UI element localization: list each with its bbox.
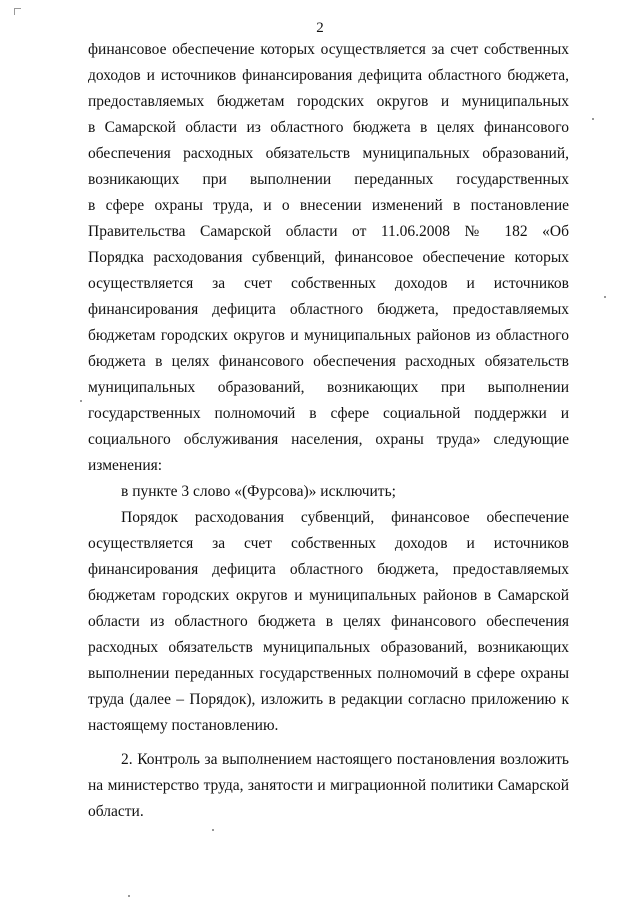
scan-speck [592,118,594,120]
text-line: предоставляемых бюджетам городских округов и муниципальных [88,93,569,110]
text-line: Порядок расходования субвенций, финансовое обеспечение [121,509,569,526]
text-line: возникающих при выполнении переданных государственных [88,171,569,188]
text-line: Порядка расходования субвенций, финансовое обеспечение которых [88,249,569,266]
text-line: в Самарской области из областного бюджета в целях финансового [88,119,569,136]
text-line: финансирования дефицита областного бюджета, предоставляемых [88,301,569,318]
scan-speck [80,400,82,402]
text-line: в пункте 3 слово «(Фурсова)» исключить; [121,483,396,500]
text-line: муниципальных образований, возникающих при выполнении [88,379,569,396]
text-line: 2. Контроль за выполнением настоящего постановления возложить [121,751,569,768]
text-line: бюджетам городских округов и муниципальных районов из областного [88,327,569,344]
text-line: социального обслуживания населения, охраны труда» следующие [88,431,569,448]
scan-speck [212,829,214,831]
text-line: бюджетам городских округов и муниципальных районов в Самарской [88,587,569,604]
text-line: выполнении переданных государственных полномочий в сфере охраны [88,665,569,682]
scan-speck [128,895,130,897]
text-line: труда (далее – Порядок), изложить в редакции согласно приложению к [88,691,569,708]
text-line: доходов и источников финансирования дефицита областного бюджета, [88,67,569,84]
text-line: настоящему постановлению. [88,717,279,734]
text-line: обеспечения расходных обязательств муниципальных образований, [88,145,569,162]
text-line: осуществляется за счет собственных доходов и источников [88,535,569,552]
scan-corner-mark [14,8,21,15]
text-line: на министерство труда, занятости и миграционной политики Самарской [88,777,569,794]
text-line: бюджета в целях финансового обеспечения расходных обязательств [88,353,569,370]
text-line: изменения: [88,457,163,474]
paragraph-gap [88,739,569,747]
text-line: в сфере охраны труда, и о внесении изменений в постановление [88,197,569,214]
text-line: Правительства Самарской области от 11.06.2008 № 182 «Об [88,223,569,240]
text-line: финансирования дефицита областного бюджета, предоставляемых [88,561,569,578]
text-line: расходных обязательств муниципальных образований, возникающих [88,639,569,656]
text-line: государственных полномочий в сфере социальной поддержки и [88,405,569,422]
text-line: области. [88,803,144,820]
body-text [88,37,569,825]
text-line: области из областного бюджета в целях финансового обеспечения [88,613,569,630]
text-line: осуществляется за счет собственных доходов и источников [88,275,569,292]
text-line: финансовое обеспечение которых осуществляется за счет собственных [88,41,569,58]
page-number: 2 [316,20,324,36]
scan-speck [604,296,606,298]
